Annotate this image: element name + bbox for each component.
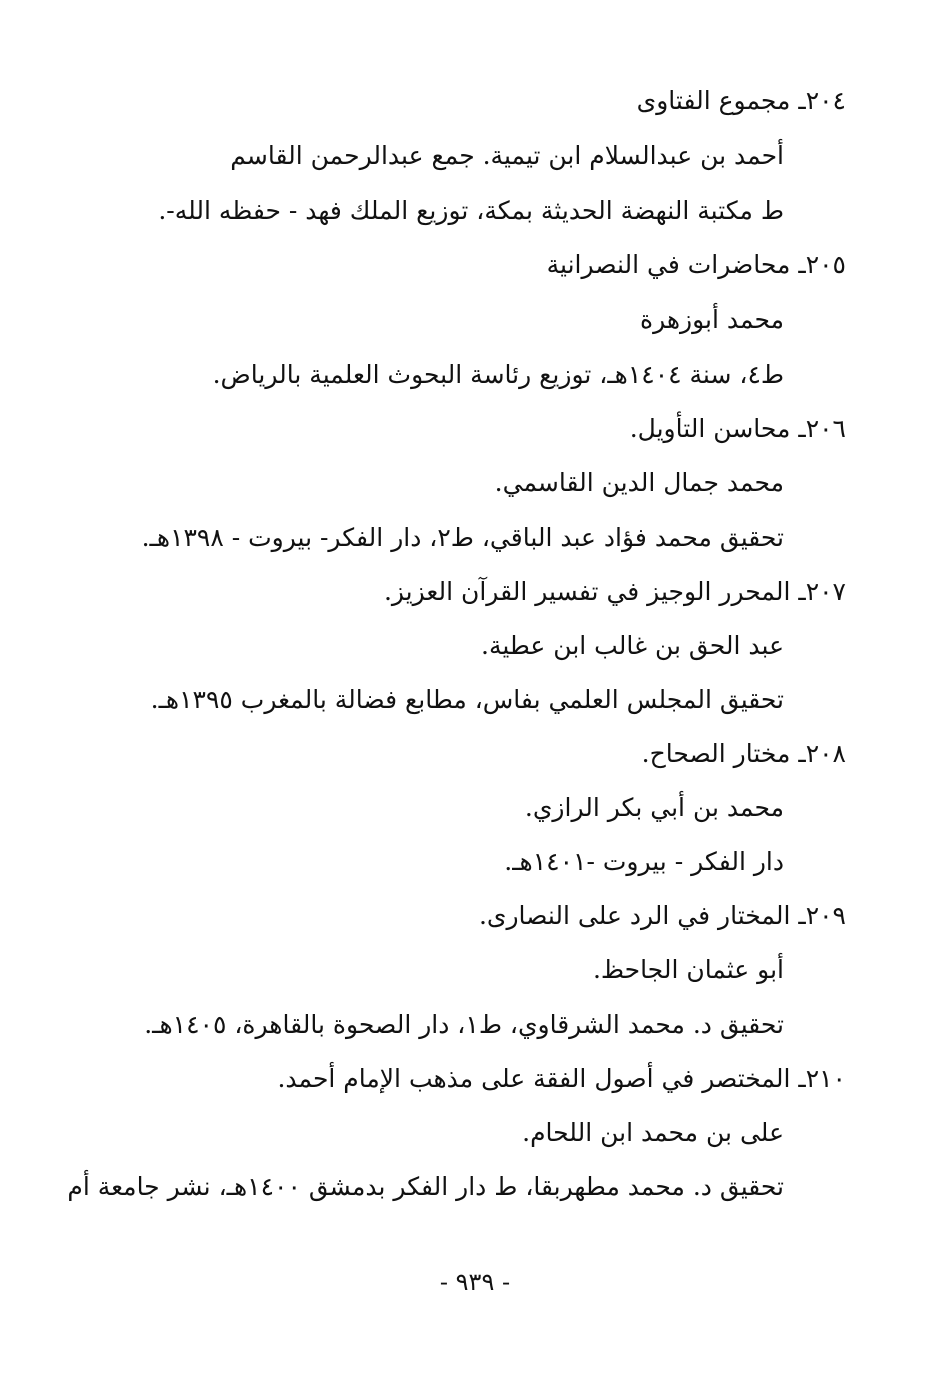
entry-title: ٢٠٨ـ مختار الصحاح. bbox=[641, 739, 846, 768]
entry-author: أبو عثمان الجاحظ. bbox=[592, 955, 784, 984]
entry-publication: تحقيق المجلس العلمي بفاس، مطابع فضالة بالمغرب ١٣٩٥هـ. bbox=[150, 685, 784, 714]
entry-publication: ط٤، سنة ١٤٠٤هـ، توزيع رئاسة البحوث العلمية بالرياض. bbox=[212, 360, 784, 389]
entry-title: ٢٠٧ـ المحرر الوجيز في تفسير القرآن العزيز. bbox=[383, 577, 846, 606]
entry-publication: تحقيق محمد فؤاد عبد الباقي، ط٢، دار الفكر- بيروت - ١٣٩٨هـ. bbox=[141, 523, 784, 552]
entry-publication: ط مكتبة النهضة الحديثة بمكة، توزيع الملك فهد - حفظه الله-. bbox=[158, 196, 784, 225]
entry-author: محمد أبوزهرة bbox=[639, 305, 784, 334]
page-number: - ٩٣٩ - bbox=[439, 1268, 511, 1296]
entry-author: على بن محمد ابن اللحام. bbox=[522, 1118, 784, 1147]
entry-author: محمد جمال الدين القاسمي. bbox=[494, 468, 784, 497]
entry-author: عبد الحق بن غالب ابن عطية. bbox=[481, 631, 784, 660]
entry-title: ٢٠٩ـ المختار في الرد على النصارى. bbox=[478, 901, 846, 930]
entry-publication: دار الفكر - بيروت -١٤٠١هـ. bbox=[504, 847, 784, 876]
entry-title: ٢٠٦ـ محاسن التأويل. bbox=[629, 414, 846, 443]
entry-author: أحمد بن عبدالسلام ابن تيمية. جمع عبدالرحمن القاسم bbox=[230, 141, 784, 170]
entry-publication: تحقيق د. محمد مطهربقا، ط دار الفكر بدمشق ١٤٠٠هـ، نشر جامعة أم bbox=[67, 1172, 784, 1201]
entry-publication: تحقيق د. محمد الشرقاوي، ط١، دار الصحوة بالقاهرة، ١٤٠٥هـ. bbox=[144, 1010, 784, 1039]
entry-title: ٢٠٤ـ مجموع الفتاوى bbox=[636, 86, 846, 115]
entry-title: ٢١٠ـ المختصر في أصول الفقة على مذهب الإمام أحمد. bbox=[277, 1064, 846, 1093]
entry-author: محمد بن أبي بكر الرازي. bbox=[524, 793, 784, 822]
entry-title: ٢٠٥ـ محاضرات في النصرانية bbox=[546, 250, 846, 279]
